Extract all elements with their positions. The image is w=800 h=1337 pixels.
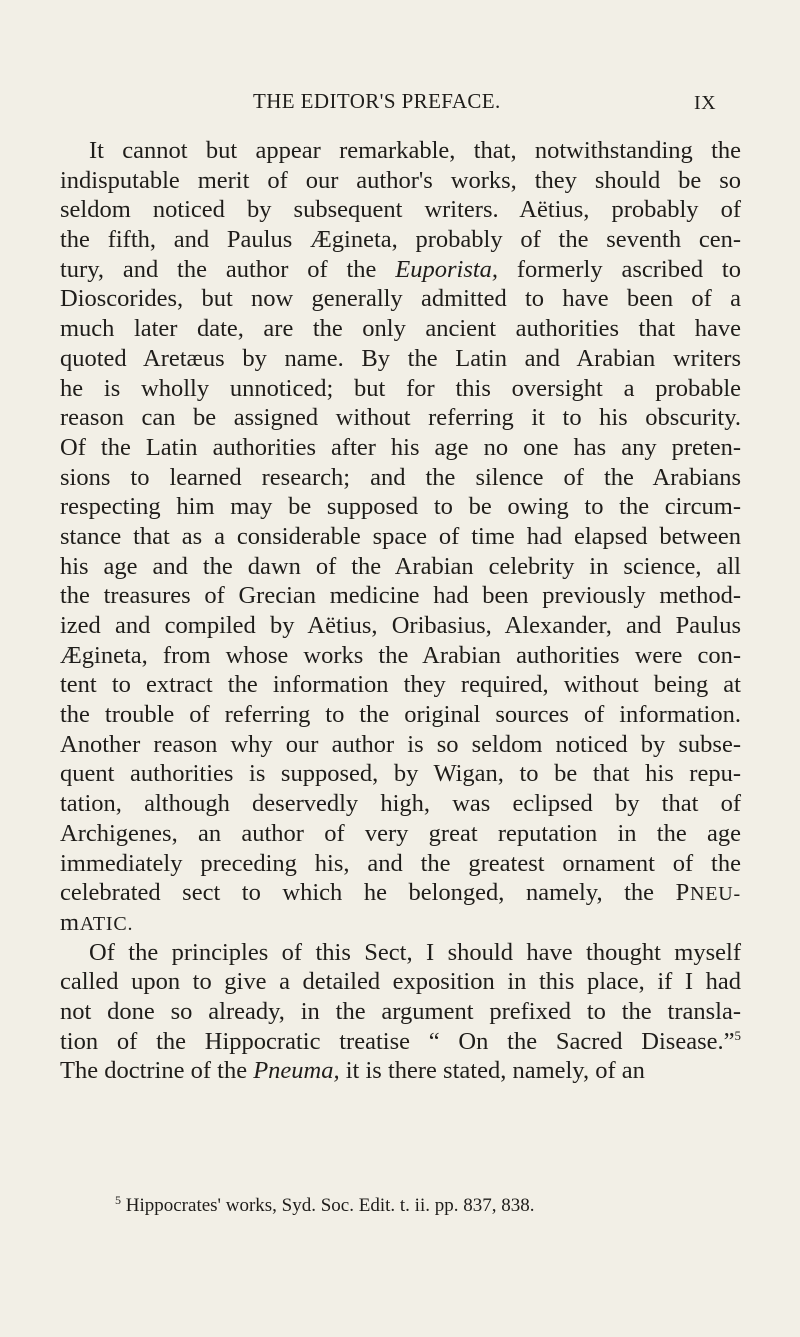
- text-segment: Of the principles of this Sect, I should have thought myself: [89, 938, 741, 966]
- text-segment: it is there stated, namely, of an: [339, 1057, 645, 1085]
- text-line: [60, 225, 741, 255]
- text-line: [60, 136, 741, 166]
- text-line: [60, 433, 741, 463]
- text-segment: the treasures of Grecian medicine had been previously method-: [60, 582, 741, 610]
- text-line: [60, 1027, 741, 1057]
- text-line: [60, 641, 741, 671]
- text-line: [60, 700, 741, 730]
- text-segment: called upon to give a detailed exposition in this place, if I had: [60, 968, 741, 996]
- text-segment: ized and compiled by Aëtius, Oribasius, Alexander, and Paulus: [60, 612, 741, 639]
- text-line: [60, 819, 741, 849]
- text-segment: reason can be assigned without referring it to his obscurity.: [60, 404, 741, 432]
- text-segment: quent authorities is supposed, by Wigan, to be that his repu-: [60, 760, 741, 788]
- text-segment: the trouble of referring to the original sources of information.: [60, 701, 741, 729]
- text-line: [60, 789, 741, 819]
- footnote-marker: 5: [115, 1193, 121, 1207]
- text-segment: not done so already, in the argument prefixed to the transla-: [60, 997, 741, 1025]
- body-text: [60, 136, 741, 1086]
- text-segment: Dioscorides, but now generally admitted to have been of a: [60, 285, 741, 313]
- text-segment: tion of the Hippocratic treatise “ On the Sacred Disease.”: [60, 1027, 735, 1055]
- footnote: [115, 1195, 534, 1217]
- text-line: [60, 997, 741, 1027]
- small-caps-term: PNEU-: [675, 879, 741, 907]
- text-line: [60, 314, 741, 344]
- text-segment: Of the Latin authorities after his age no one has any preten-: [60, 433, 741, 461]
- text-segment: tury, and the author of the: [60, 255, 396, 283]
- text-segment: Another reason why our author is so seldom noticed by subse-: [60, 730, 741, 758]
- text-segment: stance that as a considerable space of time had elapsed between: [60, 522, 741, 550]
- footnote-text: Hippocrates' works, Syd. Soc. Edit. t. ii. pp. 837, 838.: [125, 1195, 535, 1216]
- running-title: THE EDITOR'S PREFACE.: [253, 89, 501, 113]
- text-segment: immediately preceding his, and the greatest ornament of the: [60, 849, 741, 877]
- text-line: [60, 611, 741, 641]
- text-segment: his age and the dawn of the Arabian celebrity in science, all: [60, 552, 741, 580]
- text-segment: celebrated sect to which he belonged, namely, the: [60, 879, 676, 907]
- text-line: [60, 522, 741, 552]
- text-line: [60, 552, 741, 582]
- text-line: [60, 878, 741, 908]
- footnote-reference: 5: [734, 1027, 741, 1043]
- running-head: [0, 89, 800, 119]
- text-segment: he is wholly unnoticed; but for this oversight a probable: [60, 374, 741, 402]
- text-segment: It cannot but appear remarkable, that, notwithstanding the: [89, 137, 741, 164]
- text-line: [60, 195, 741, 225]
- text-line: [60, 284, 741, 314]
- italic-term: Pneuma,: [253, 1057, 340, 1085]
- text-segment: tation, although deservedly high, was eclipsed by that of: [60, 790, 741, 818]
- text-line: [60, 166, 741, 196]
- text-segment: much later date, are the only ancient authorities that have: [60, 315, 741, 343]
- text-line: [60, 938, 741, 968]
- text-segment: Ægineta, from whose works the Arabian authorities were con-: [60, 641, 741, 669]
- text-line: [60, 403, 741, 433]
- italic-term: Euporista,: [395, 255, 499, 283]
- text-line: [60, 374, 741, 404]
- text-line: [60, 255, 741, 285]
- text-line: [60, 344, 741, 374]
- text-line: [60, 759, 741, 789]
- text-segment: sions to learned research; and the silence of the Arabians: [60, 463, 741, 491]
- text-line: [60, 967, 741, 997]
- text-line: [60, 670, 741, 700]
- text-line: [60, 581, 741, 611]
- text-segment: tent to extract the information they required, without being at: [60, 671, 741, 699]
- text-segment: The doctrine of the: [60, 1057, 254, 1085]
- text-segment: formerly ascribed to: [498, 255, 741, 283]
- small-caps-term: mATIC.: [60, 908, 134, 936]
- page-number: IX: [694, 92, 717, 114]
- text-line: [60, 908, 741, 938]
- text-line: [60, 492, 741, 522]
- text-segment: quoted Aretæus by name. By the Latin and Arabian writers: [60, 344, 741, 372]
- text-segment: respecting him may be supposed to be owing to the circum-: [60, 493, 741, 521]
- text-line: [60, 1056, 741, 1086]
- text-line: [60, 730, 741, 760]
- text-line: [60, 849, 741, 879]
- text-segment: indisputable merit of our author's works, they should be so: [60, 166, 741, 194]
- text-line: [60, 463, 741, 493]
- text-segment: Archigenes, an author of very great reputation in the age: [60, 819, 741, 847]
- text-segment: seldom noticed by subsequent writers. Aëtius, probably of: [60, 196, 741, 224]
- text-segment: the fifth, and Paulus Ægineta, probably of the seventh cen-: [60, 226, 741, 254]
